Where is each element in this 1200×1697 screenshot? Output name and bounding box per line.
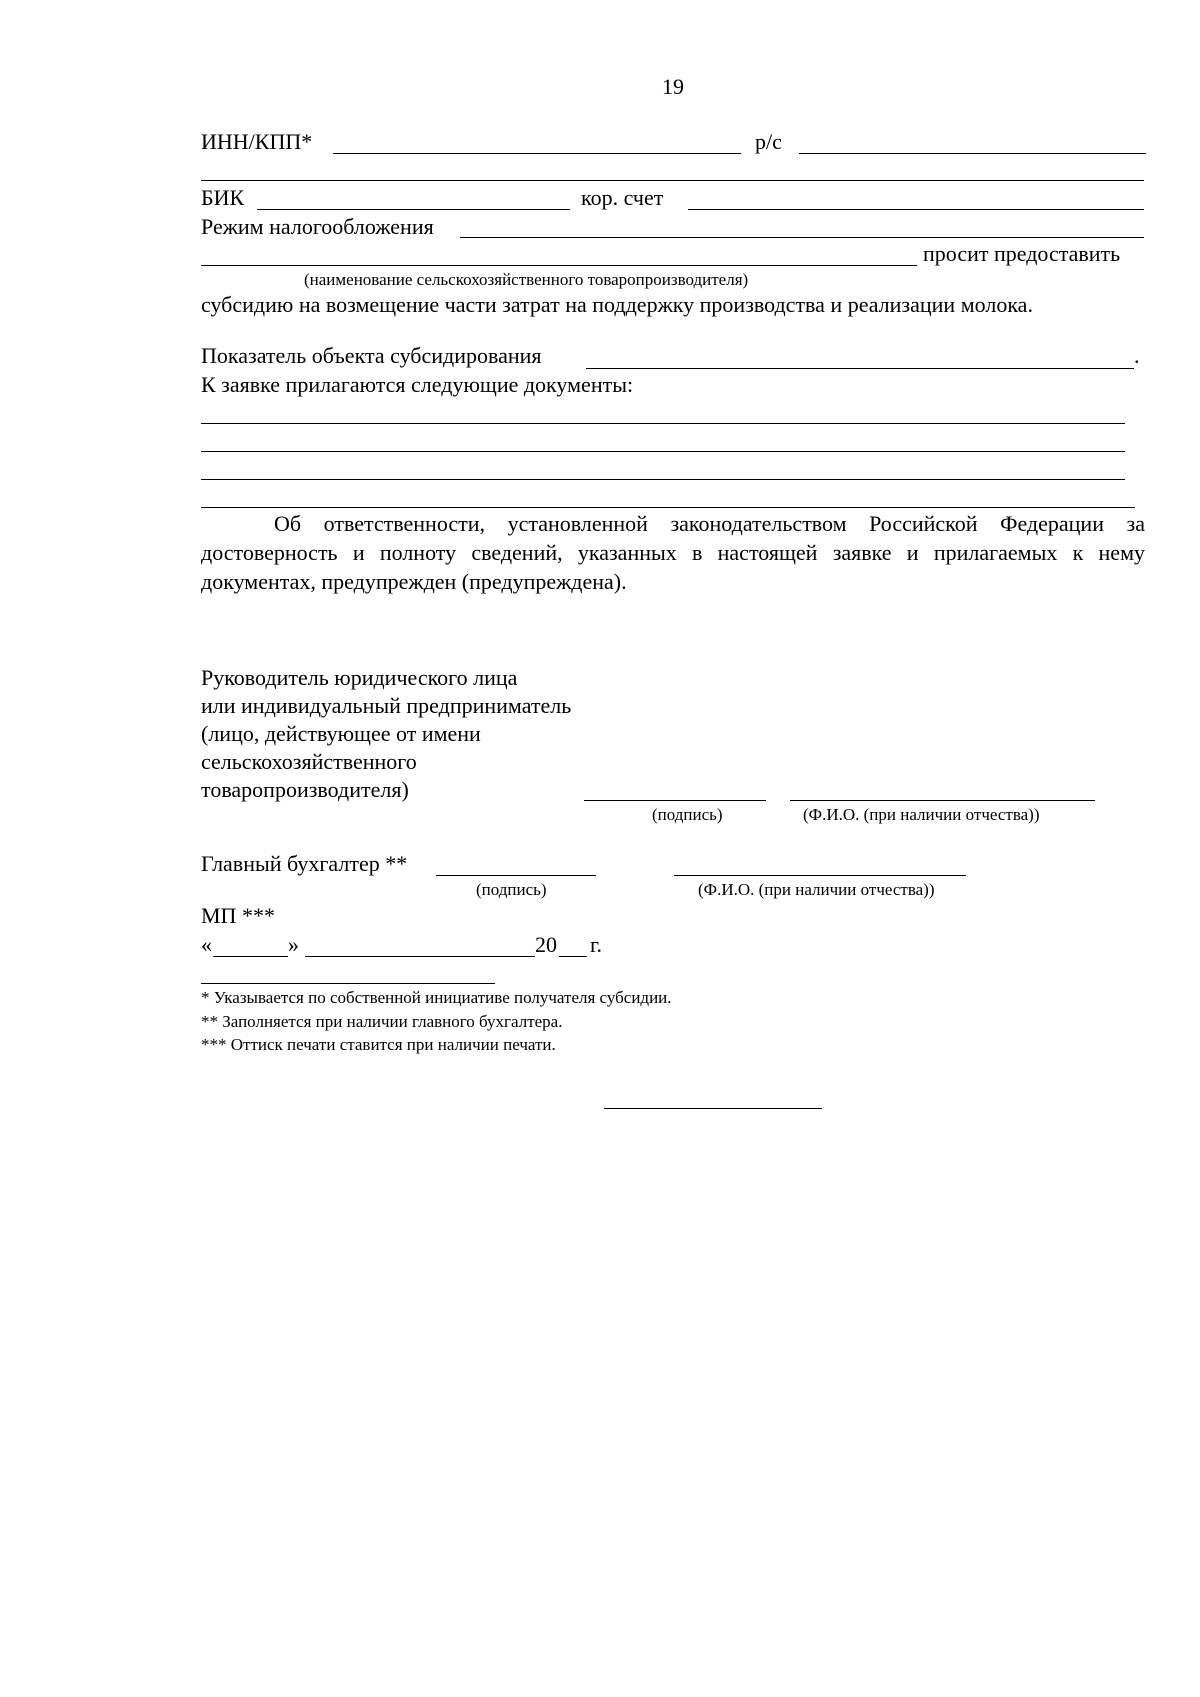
footnote-separator <box>201 983 495 984</box>
document-line-4[interactable] <box>201 507 1135 508</box>
footnote: ** Заполняется при наличии главного бухгалтера. <box>201 1012 563 1031</box>
tax-regime-field[interactable] <box>460 237 1144 238</box>
head-name-field[interactable] <box>790 800 1095 801</box>
page-number: 19 <box>662 74 684 99</box>
accountant-signature-caption: (подпись) <box>476 880 547 899</box>
kor-account-label: кор. счет <box>581 185 664 210</box>
document-line-1[interactable] <box>201 423 1125 424</box>
head-title-line: Руководитель юридического лица <box>201 665 518 690</box>
request-text: просит предоставить <box>923 241 1121 266</box>
indicator-label: Показатель объекта субсидирования <box>201 343 542 368</box>
date-year-suffix: г. <box>590 932 603 957</box>
bik-label: БИК <box>201 185 245 210</box>
tax-regime-label: Режим налогообложения <box>201 214 434 239</box>
head-signature-field[interactable] <box>584 800 766 801</box>
kor-account-field[interactable] <box>688 209 1144 210</box>
date-year-prefix: 20 <box>535 932 557 957</box>
date-open-quote: « <box>201 932 212 957</box>
footnote: * Указывается по собственной инициативе получателя субсидии. <box>201 988 672 1007</box>
inn-kpp-label: ИНН/КПП* <box>201 129 313 154</box>
head-title-line: или индивидуальный предприниматель <box>201 693 572 718</box>
footnote: *** Оттиск печати ставится при наличии печати. <box>201 1035 556 1054</box>
rs-label: р/с <box>755 129 782 154</box>
indicator-period: . <box>1134 343 1140 368</box>
stamp-label: МП *** <box>201 903 275 928</box>
head-title-line: (лицо, действующее от имени <box>201 721 481 746</box>
date-day-field[interactable] <box>213 956 288 957</box>
date-close-quote: » <box>288 932 299 957</box>
bank-details-line[interactable] <box>201 180 1144 181</box>
accountant-name-caption: (Ф.И.О. (при наличии отчества)) <box>698 880 935 899</box>
date-month-field[interactable] <box>305 956 535 957</box>
head-title-line: сельскохозяйственного <box>201 749 417 774</box>
accountant-name-field[interactable] <box>674 875 966 876</box>
date-year-field[interactable] <box>559 956 587 957</box>
head-title-block <box>201 664 571 804</box>
responsibility-paragraph: Об ответственности, установленной законодательством Российской Федерации за достоверность и полноту сведений, указанных в настоящей заявке и прилагаемых к нему документах, предупрежден (предупреждена). <box>201 511 1145 594</box>
end-separator <box>604 1108 822 1109</box>
inn-kpp-field[interactable] <box>333 153 741 154</box>
producer-caption: (наименование сельскохозяйственного товаропроизводителя) <box>304 270 749 289</box>
bik-field[interactable] <box>257 209 570 210</box>
subsidy-text: субсидию на возмещение части затрат на поддержку производства и реализации молока. <box>201 292 1033 317</box>
head-name-caption: (Ф.И.О. (при наличии отчества)) <box>803 805 1040 824</box>
document-line-2[interactable] <box>201 451 1125 452</box>
document-line-3[interactable] <box>201 479 1125 480</box>
accountant-signature-field[interactable] <box>436 875 596 876</box>
head-title-line: товаропроизводителя) <box>201 777 409 802</box>
head-signature-caption: (подпись) <box>652 805 723 824</box>
producer-name-field[interactable] <box>201 265 917 266</box>
rs-field[interactable] <box>799 153 1146 154</box>
indicator-field[interactable] <box>586 368 1134 369</box>
chief-accountant-label: Главный бухгалтер ** <box>201 851 408 876</box>
documents-label: К заявке прилагаются следующие документы: <box>201 372 634 397</box>
